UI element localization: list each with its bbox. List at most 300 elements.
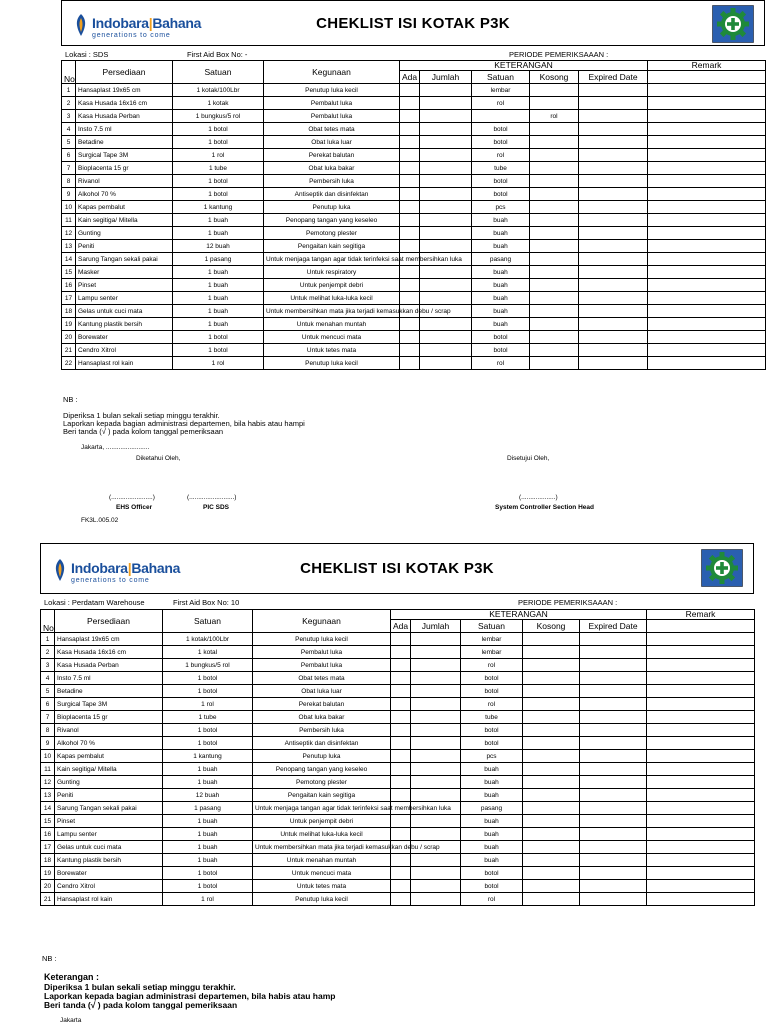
row-no: 17 <box>62 292 76 305</box>
row-unit: 1 kotak <box>173 97 264 110</box>
row-ada <box>400 292 420 305</box>
row-unit: 1 buah <box>163 828 253 841</box>
row-no: 15 <box>41 815 55 828</box>
row-no: 21 <box>41 893 55 906</box>
row-ada <box>391 789 411 802</box>
row-expired <box>580 828 647 841</box>
row-ket-satuan: botol <box>472 188 530 201</box>
row-expired <box>579 227 648 240</box>
row-no: 14 <box>41 802 55 815</box>
period-label: PERIODE PEMERIKSAAAN : <box>518 598 618 607</box>
row-jumlah <box>411 659 461 672</box>
row-ket-satuan <box>472 110 530 123</box>
row-no: 20 <box>41 880 55 893</box>
table-row <box>62 318 766 331</box>
row-kosong <box>523 672 580 685</box>
row-remark <box>648 357 766 370</box>
row-no: 1 <box>62 84 76 97</box>
row-no: 11 <box>41 763 55 776</box>
col-header-kosong: Kosong <box>523 620 580 633</box>
row-usage: Untuk mencuci mata <box>253 867 391 880</box>
row-no: 19 <box>62 318 76 331</box>
row-jumlah <box>411 672 461 685</box>
table-row <box>41 841 755 854</box>
row-jumlah <box>420 240 472 253</box>
table-row <box>41 698 755 711</box>
row-unit: 1 botol <box>163 685 253 698</box>
row-expired <box>579 331 648 344</box>
row-ket-satuan: pasang <box>461 802 523 815</box>
row-jumlah <box>420 175 472 188</box>
note-line-3: Beri tanda (√ ) pada kolom tanggal pemeriksaan <box>44 1000 238 1010</box>
row-ket-satuan: buah <box>472 318 530 331</box>
row-ket-satuan: pcs <box>472 201 530 214</box>
row-no: 4 <box>41 672 55 685</box>
signer-pic-sds: PIC SDS <box>203 504 230 511</box>
row-kosong <box>530 240 579 253</box>
row-kosong <box>530 357 579 370</box>
row-no: 17 <box>41 841 55 854</box>
col-header-jumlah: Jumlah <box>420 71 472 84</box>
location-label: Lokasi : SDS <box>65 50 109 59</box>
row-ada <box>391 633 411 646</box>
row-item: Bioplacenta 15 gr <box>76 162 173 175</box>
row-ada <box>400 201 420 214</box>
brand-name-right: Bahana <box>131 560 181 576</box>
row-usage: Pembalut luka <box>253 659 391 672</box>
row-kosong <box>530 344 579 357</box>
row-remark <box>648 110 766 123</box>
row-remark <box>648 266 766 279</box>
table-row <box>62 357 766 370</box>
row-kosong <box>530 331 579 344</box>
row-kosong <box>530 97 579 110</box>
row-expired <box>579 123 648 136</box>
row-no: 9 <box>41 737 55 750</box>
row-remark <box>647 750 755 763</box>
row-item: Hansaplast rol kain <box>76 357 173 370</box>
row-remark <box>647 646 755 659</box>
row-no: 2 <box>62 97 76 110</box>
row-jumlah <box>420 201 472 214</box>
row-remark <box>647 711 755 724</box>
row-unit: 1 botol <box>173 344 264 357</box>
row-item: Kasa Husada Perban <box>76 110 173 123</box>
row-no: 7 <box>62 162 76 175</box>
col-header-kosong: Kosong <box>530 71 579 84</box>
row-remark <box>647 776 755 789</box>
row-item: Sarung Tangan sekali pakai <box>76 253 173 266</box>
row-no: 12 <box>62 227 76 240</box>
row-no: 7 <box>41 711 55 724</box>
row-unit: 1 botol <box>163 672 253 685</box>
row-kosong <box>523 698 580 711</box>
row-no: 20 <box>62 331 76 344</box>
row-item: Peniti <box>55 789 163 802</box>
row-usage: Obat tetes mata <box>264 123 400 136</box>
table-row <box>41 880 755 893</box>
first-aid-box-label: First Aid Box No: 10 <box>173 598 240 607</box>
row-item: Gunting <box>76 227 173 240</box>
row-remark <box>648 149 766 162</box>
row-unit: 1 pasang <box>163 802 253 815</box>
row-usage: Pengaitan kain segitiga <box>253 789 391 802</box>
row-ket-satuan: botol <box>461 737 523 750</box>
row-expired <box>580 750 647 763</box>
row-jumlah <box>411 763 461 776</box>
row-ada <box>400 84 420 97</box>
row-unit: 12 buah <box>173 240 264 253</box>
row-unit: 1 buah <box>173 227 264 240</box>
safety-gear-icon <box>712 5 754 43</box>
row-unit: 1 buah <box>163 854 253 867</box>
row-ada <box>391 828 411 841</box>
row-no: 1 <box>41 633 55 646</box>
row-usage: Pembalut luka <box>264 110 400 123</box>
row-item: Betadine <box>76 136 173 149</box>
row-usage: Pembersih luka <box>253 724 391 737</box>
company-logo: Indobara|Bahana generations to come <box>49 554 169 588</box>
row-ket-satuan: botol <box>472 123 530 136</box>
row-kosong <box>530 253 579 266</box>
row-item: Borewater <box>76 331 173 344</box>
row-item: Surgical Tape 3M <box>76 149 173 162</box>
note-line-2: Laporkan kepada bagian administrasi departemen, bila habis atau hamp <box>44 991 336 1001</box>
row-remark <box>648 123 766 136</box>
row-ket-satuan: buah <box>472 292 530 305</box>
row-jumlah <box>411 880 461 893</box>
row-item: Masker <box>76 266 173 279</box>
row-ket-satuan: buah <box>472 227 530 240</box>
row-remark <box>647 841 755 854</box>
row-expired <box>579 357 648 370</box>
col-header-expired: Expired Date <box>580 620 647 633</box>
row-remark <box>648 279 766 292</box>
row-expired <box>580 841 647 854</box>
row-usage: Antiseptik dan disinfektan <box>253 737 391 750</box>
row-item: Bioplacenta 15 gr <box>55 711 163 724</box>
row-item: Borewater <box>55 867 163 880</box>
row-jumlah <box>420 110 472 123</box>
row-kosong <box>530 188 579 201</box>
row-unit: 1 buah <box>173 305 264 318</box>
row-ket-satuan: rol <box>472 357 530 370</box>
table-row <box>41 737 755 750</box>
row-remark <box>648 162 766 175</box>
col-header-no: No <box>41 610 55 633</box>
row-jumlah <box>411 685 461 698</box>
col-header-satuan-sub: Satuan <box>461 620 523 633</box>
row-kosong <box>523 659 580 672</box>
row-no: 12 <box>41 776 55 789</box>
row-remark <box>648 136 766 149</box>
row-kosong <box>523 828 580 841</box>
row-usage: Untuk menahan muntah <box>264 318 400 331</box>
row-remark <box>648 292 766 305</box>
signer-ehs-officer: EHS Officer <box>116 504 153 511</box>
row-kosong <box>530 214 579 227</box>
row-kosong <box>530 292 579 305</box>
row-ket-satuan: tube <box>472 162 530 175</box>
table-row <box>41 854 755 867</box>
row-ada <box>391 685 411 698</box>
row-usage: Untuk menjaga tangan agar tidak terinfeksi saat membersihkan luka <box>253 802 391 815</box>
row-item: Peniti <box>76 240 173 253</box>
row-item: Kasa Husada 16x16 cm <box>55 646 163 659</box>
table-row <box>62 97 766 110</box>
period-label: PERIODE PEMERIKSAAAN : <box>509 50 609 59</box>
row-ada <box>400 357 420 370</box>
row-usage: Untuk penjempit debri <box>264 279 400 292</box>
row-ket-satuan: botol <box>461 867 523 880</box>
acknowledged-by: Diketahui Oleh, <box>136 455 181 462</box>
row-unit: 1 buah <box>173 266 264 279</box>
row-expired <box>579 84 648 97</box>
row-ket-satuan: rol <box>461 659 523 672</box>
row-remark <box>647 633 755 646</box>
row-kosong <box>523 750 580 763</box>
row-ada <box>400 214 420 227</box>
row-ada <box>400 110 420 123</box>
row-ket-satuan: botol <box>472 175 530 188</box>
row-kosong <box>523 685 580 698</box>
row-expired <box>580 698 647 711</box>
row-expired <box>579 253 648 266</box>
table-row <box>41 685 755 698</box>
row-item: Lampu senter <box>76 292 173 305</box>
row-expired <box>579 136 648 149</box>
table-row <box>62 123 766 136</box>
row-ket-satuan: botol <box>461 880 523 893</box>
row-remark <box>647 737 755 750</box>
row-usage: Penopang tangan yang keseleo <box>264 214 400 227</box>
row-ada <box>400 136 420 149</box>
row-expired <box>580 672 647 685</box>
row-jumlah <box>411 854 461 867</box>
row-kosong <box>530 175 579 188</box>
row-jumlah <box>420 266 472 279</box>
row-unit: 1 rol <box>163 698 253 711</box>
row-expired <box>579 162 648 175</box>
row-expired <box>579 344 648 357</box>
table-row <box>62 162 766 175</box>
row-unit: 1 pasang <box>173 253 264 266</box>
table-row <box>41 802 755 815</box>
row-no: 3 <box>62 110 76 123</box>
row-usage: Pembalut luka <box>253 646 391 659</box>
row-ket-satuan: botol <box>472 136 530 149</box>
row-remark <box>648 227 766 240</box>
row-unit: 1 buah <box>173 214 264 227</box>
row-usage: Untuk melihat luka-luka kecil <box>253 828 391 841</box>
row-usage: Pembalut luka <box>264 97 400 110</box>
row-expired <box>579 292 648 305</box>
row-no: 14 <box>62 253 76 266</box>
row-remark <box>648 97 766 110</box>
row-usage: Penutup luka kecil <box>264 84 400 97</box>
row-unit: 1 botol <box>173 188 264 201</box>
row-ada <box>391 867 411 880</box>
col-header-keterangan: KETERANGAN <box>400 61 648 71</box>
row-remark <box>647 815 755 828</box>
note-line-2: Laporkan kepada bagian administrasi departemen, bila habis atau hampi <box>63 419 305 428</box>
row-item: Surgical Tape 3M <box>55 698 163 711</box>
row-unit: 1 buah <box>173 279 264 292</box>
table-row <box>62 227 766 240</box>
row-item: Kasa Husada Perban <box>55 659 163 672</box>
row-usage: Pembersih luka <box>264 175 400 188</box>
first-aid-box-label: First Aid Box No: - <box>187 50 248 59</box>
table-row <box>62 201 766 214</box>
row-ket-satuan: tube <box>461 711 523 724</box>
row-kosong <box>523 815 580 828</box>
row-kosong <box>530 305 579 318</box>
row-usage: Untuk tetes mata <box>253 880 391 893</box>
row-no: 5 <box>41 685 55 698</box>
row-ada <box>400 318 420 331</box>
row-unit: 1 tube <box>163 711 253 724</box>
row-ada <box>391 672 411 685</box>
row-ada <box>400 266 420 279</box>
row-jumlah <box>411 815 461 828</box>
table-row <box>62 84 766 97</box>
table-row <box>41 724 755 737</box>
col-header-persediaan: Persediaan <box>55 610 163 633</box>
row-ket-satuan: buah <box>461 815 523 828</box>
row-item: Sarung Tangan sekali pakai <box>55 802 163 815</box>
row-expired <box>579 97 648 110</box>
row-expired <box>580 880 647 893</box>
row-no: 18 <box>41 854 55 867</box>
row-unit: 1 botol <box>173 136 264 149</box>
location-label: Lokasi : Perdatam Warehouse <box>44 598 145 607</box>
table-row <box>41 893 755 906</box>
row-usage: Penutup luka kecil <box>253 633 391 646</box>
row-ada <box>391 698 411 711</box>
row-ket-satuan: botol <box>461 685 523 698</box>
row-jumlah <box>411 789 461 802</box>
table-row <box>62 240 766 253</box>
row-usage: Obat luka luar <box>253 685 391 698</box>
row-usage: Penutup luka <box>264 201 400 214</box>
row-unit: 1 buah <box>173 318 264 331</box>
row-expired <box>579 175 648 188</box>
row-usage: Untuk melihat luka-luka kecil <box>264 292 400 305</box>
row-unit: 1 kantung <box>173 201 264 214</box>
row-unit: 1 bungkus/5 rol <box>163 659 253 672</box>
row-expired <box>580 711 647 724</box>
row-jumlah <box>420 149 472 162</box>
row-usage: Perekat balutan <box>264 149 400 162</box>
row-remark <box>648 214 766 227</box>
row-kosong <box>530 84 579 97</box>
row-expired <box>580 776 647 789</box>
row-unit: 1 botol <box>163 880 253 893</box>
row-item: Cendro Xitrol <box>76 344 173 357</box>
row-no: 15 <box>62 266 76 279</box>
table-row <box>62 253 766 266</box>
row-usage: Penopang tangan yang keseleo <box>253 763 391 776</box>
brand-tagline: generations to come <box>71 577 150 584</box>
table-row <box>62 305 766 318</box>
row-usage: Perekat balutan <box>253 698 391 711</box>
row-ket-satuan: botol <box>472 331 530 344</box>
row-kosong <box>523 646 580 659</box>
table-row <box>62 110 766 123</box>
table-row <box>62 331 766 344</box>
row-ada <box>400 149 420 162</box>
row-expired <box>580 789 647 802</box>
brand-tagline: generations to come <box>92 32 171 39</box>
row-ket-satuan: lembar <box>461 646 523 659</box>
row-item: Gelas untuk cuci mata <box>55 841 163 854</box>
row-usage: Untuk membersihkan mata jika terjadi kemasukkan debu / scrap <box>253 841 391 854</box>
row-kosong <box>530 279 579 292</box>
row-ada <box>391 815 411 828</box>
row-expired <box>580 646 647 659</box>
row-jumlah <box>420 227 472 240</box>
table-row <box>41 776 755 789</box>
row-ada <box>391 737 411 750</box>
row-usage: Obat tetes mata <box>253 672 391 685</box>
col-header-jumlah: Jumlah <box>411 620 461 633</box>
row-remark <box>647 880 755 893</box>
row-item: Rivanol <box>76 175 173 188</box>
row-kosong: rol <box>530 110 579 123</box>
row-ket-satuan: lembar <box>461 633 523 646</box>
row-usage: Pemotong plester <box>253 776 391 789</box>
row-ket-satuan: buah <box>461 789 523 802</box>
row-unit: 1 tube <box>173 162 264 175</box>
row-expired <box>580 659 647 672</box>
jakarta-date: Jakarta, ........................ <box>81 444 150 451</box>
jakarta-date: Jakarta <box>60 1017 82 1024</box>
row-unit: 1 kotak/100Lbr <box>173 84 264 97</box>
row-jumlah <box>411 776 461 789</box>
row-expired <box>579 240 648 253</box>
row-kosong <box>523 763 580 776</box>
table-row <box>41 672 755 685</box>
row-ket-satuan: botol <box>461 724 523 737</box>
row-usage: Untuk membersihkan mata jika terjadi kemasukkan debu / scrap <box>264 305 400 318</box>
row-no: 18 <box>62 305 76 318</box>
row-unit: 1 kotak/100Lbr <box>163 633 253 646</box>
table-row <box>41 828 755 841</box>
table-row <box>62 136 766 149</box>
row-no: 10 <box>62 201 76 214</box>
row-remark <box>647 724 755 737</box>
row-no: 2 <box>41 646 55 659</box>
row-item: Betadine <box>55 685 163 698</box>
row-remark <box>647 893 755 906</box>
row-item: Kapas pembalut <box>55 750 163 763</box>
row-ket-satuan: buah <box>461 763 523 776</box>
row-no: 11 <box>62 214 76 227</box>
row-ket-satuan: rol <box>472 97 530 110</box>
row-kosong <box>523 880 580 893</box>
row-remark <box>648 240 766 253</box>
row-ada <box>391 763 411 776</box>
signature-line-ehs: (.......................) <box>109 494 155 501</box>
row-ket-satuan: buah <box>472 279 530 292</box>
row-kosong <box>530 123 579 136</box>
row-expired <box>579 188 648 201</box>
row-ada <box>391 646 411 659</box>
row-expired <box>579 214 648 227</box>
row-jumlah <box>411 893 461 906</box>
row-ket-satuan: pasang <box>472 253 530 266</box>
row-usage: Obat luka bakar <box>264 162 400 175</box>
